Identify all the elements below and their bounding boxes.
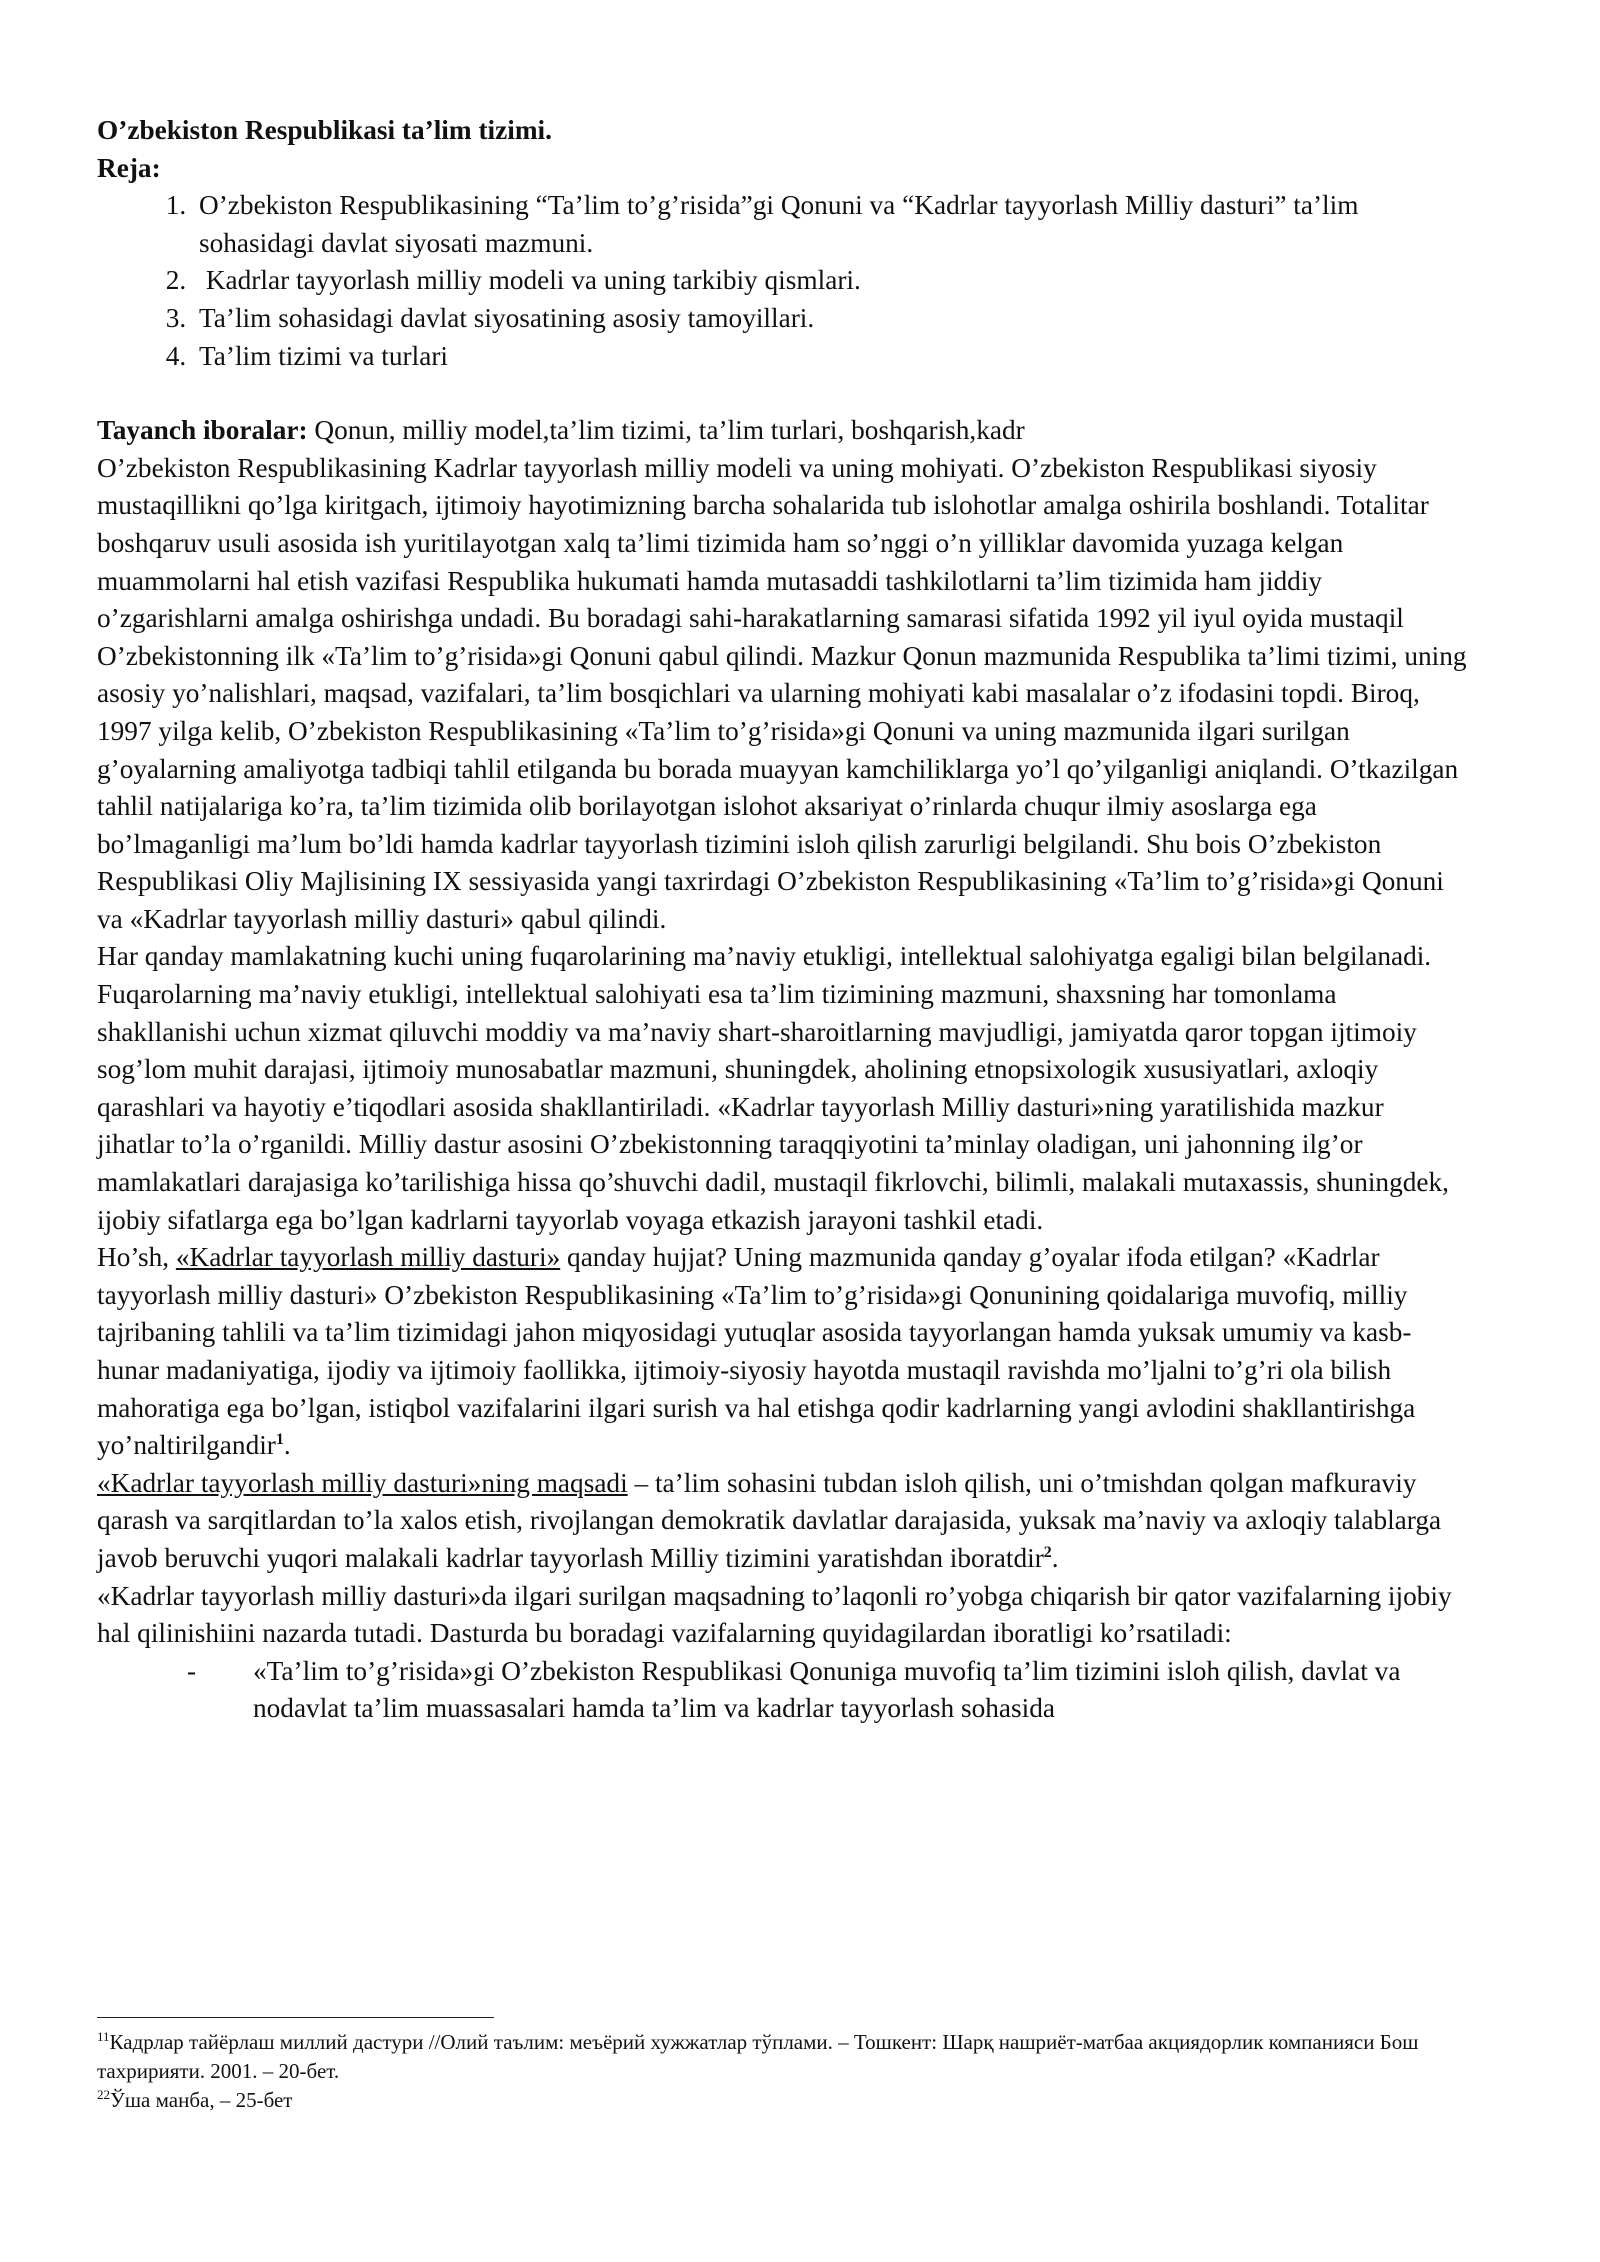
paragraph — [97, 1465, 1467, 1578]
paragraph-lead: Ho’sh, — [97, 1242, 176, 1273]
footnote — [97, 2028, 1497, 2086]
plan-list — [97, 187, 1467, 375]
footnotes — [97, 2017, 1497, 2115]
plan-item: 3. Ta’lim sohasidagi davlat siyosatining asosiy tamoyillari. — [193, 300, 1467, 338]
footnote-text: Кадрлар тайёрлаш миллий дастури //Олий таълим: меъёрий хужжатлар тўплами. – Тошкент: Шарқ нашриёт-матбаа акциядорлик компанияси Бош тахририяти. 2001. – 20-бет. — [97, 2030, 1419, 2083]
plan-item: 1. O’zbekiston Respublikasining “Ta’lim to’g’risida”gi Qonuni va “Kadrlar tayyorlash Milliy dasturi” ta’lim sohasidagi davlat siyosati mazmuni. — [193, 187, 1467, 262]
document-title: O’zbekiston Respublikasi ta’lim tizimi. — [97, 115, 552, 145]
paragraph: «Kadrlar tayyorlash milliy dasturi»da ilgari surilgan maqsadning to’laqonli ro’yobga chiqarish bir qator vazifalarning ijobiy hal qilinishiini nazarda tutadi. Dasturda bu boradagi vazifalarning quyidagilardan iboratligi ko’rsatiladi: — [97, 1580, 1452, 1649]
footnote-ref[interactable]: 2 — [1043, 1543, 1052, 1561]
footnote — [97, 2086, 1497, 2115]
paragraph-end: . — [283, 1430, 291, 1461]
program-link[interactable]: «Kadrlar tayyorlash milliy dasturi» — [175, 1242, 561, 1273]
program-goal-link[interactable]: «Kadrlar tayyorlash milliy dasturi»ning maqsadi — [97, 1467, 628, 1498]
paragraph-text: – ta’lim sohasini tubdan isloh qilish, uni o’tmishdan qolgan mafkuraviy qarash va sarqitlardan to’la xalos etish, rivojlangan demokratik davlatlar darajasida, yuksak ma’naviy va axloqiy talablarga javob beruvchi yuqori malakali kadrlar tayyorlash Milliy tizimini yaratishdan iboratdir — [97, 1467, 1442, 1573]
footnote-ref[interactable]: 1 — [275, 1431, 284, 1449]
plan-item: 2. Kadrlar tayyorlash milliy modeli va uning tarkibiy qismlari. — [193, 262, 1467, 300]
footnote-mark: 11 — [97, 2029, 110, 2044]
paragraph-text: qanday hujjat? Uning mazmunida qanday g’oyalar ifoda etilgan? «Kadrlar tayyorlash milliy dasturi» O’zbekiston Respublikasining «Ta’lim to’g’risida»gi Qonunining qoidalariga muvofiq, milliy tajribaning tahlili va ta’lim tizimidagi jahon miqyosidagi yutuqlar asosida tayyorlangan hamda yuksak umumiy va kasb-hunar madaniyatiga, ijodiy va ijtimoiy faollikka, ijtimoiy-siyosiy hayotda mustaqil ravishda mo’ljalni to’g’ri ola bilish mahoratiga ega bo’lgan, istiqbol vazifalarini ilgari surish va hal etishga qodir kadrlarning yangi avlodini shakllantirishga yo’naltirilgandir — [97, 1242, 1416, 1461]
spacer — [97, 375, 1467, 412]
footnote-text: Ўша манба, – 25-бет — [110, 2088, 293, 2112]
document-body — [97, 112, 1467, 1728]
dash-bullet: - — [187, 1655, 197, 1686]
task-text: «Ta’lim to’g’risida»gi O’zbekiston Respublikasi Qonuniga muvofiq ta’lim tizimini isloh qilish, davlat va nodavlat ta’lim muassasalari hamda ta’lim va kadrlar tayyorlash sohasida — [253, 1655, 1401, 1724]
footnote-separator — [97, 2017, 494, 2018]
paragraph: Har qanday mamlakatning kuchi uning fuqarolarining ma’naviy etukligi, intellektual salohiyatga egaligi bilan belgilanadi. Fuqarolarning ma’naviy etukligi, intellektual salohiyati esa ta’lim tizimining mazmuni, shaxsning har tomonlama shakllanishi uchun xizmat qiluvchi moddiy va ma’naviy shart-sharoitlarning mavjudligi, jamiyatda qaror topgan ijtimoiy sog’lom muhit darajasi, ijtimoiy munosabatlar mazmuni, shuningdek, aholining etnopsixologik xususiyatlari, axloqiy qarashlari va hayotiy e’tiqodlari asosida shakllantiriladi. «Kadrlar tayyorlash Milliy dasturi»ning yaratilishida mazkur jihatlar to’la o’rganildi. Milliy dastur asosini O’zbekistonning taraqqiyotini ta’minlay oladigan, uni jahonning ilg’or mamlakatlari darajasiga ko’tarilishiga hissa qo’shuvchi dadil, mustaqil fikrlovchi, bilimli, malakali mutaxassis, shuningdek, ijobiy sifatlarga ega bo’lgan kadrlarni tayyorlab voyaga etkazish jarayoni tashkil etadi. — [97, 941, 1449, 1235]
task-item — [97, 1653, 1467, 1728]
keywords-text: Qonun, milliy model,ta’lim tizimi, ta’lim turlari, boshqarish,kadr — [307, 415, 1025, 446]
keywords-label: Tayanch iboralar: — [97, 415, 308, 446]
paragraph: O’zbekiston Respublikasining Kadrlar tayyorlash milliy modeli va uning mohiyati. O’zbekiston Respublikasi siyosiy mustaqillikni qo’lga kiritgach, ijtimoiy hayotimizning barcha sohalarida tub islohotlar amalga oshirila boshlandi. Totalitar boshqaruv usuli asosida ish yuritilayotgan xalq ta’limi tizimida ham so’nggi o’n yilliklar davomida yuzaga kelgan muammolarni hal etish vazifasi Respublika hukumati hamda mutasaddi tashkilotlarni ta’lim tizimida ham jiddiy o’zgarishlarni amalga oshirishga undadi. Bu boradagi sahi-harakatlarning samarasi sifatida 1992 yil iyul oyida mustaqil O’zbekistonning ilk «Ta’lim to’g’risida»gi Qonuni qabul qilindi. Mazkur Qonun mazmunida Respublika ta’limi tizimi, uning asosiy yo’nalishlari, maqsad, vazifalari, ta’lim bosqichlari va ularning mohiyati kabi masalalar o’z ifodasini topdi. Biroq, 1997 yilga kelib, O’zbekiston Respublikasining «Ta’lim to’g’risida»gi Qonuni va uning mazmunida ilgari surilgan g’oyalarning amaliyotga tadbiqi tahlil etilganda bu borada muayyan kamchiliklarga yo’l qo’yilganligi aniqlandi. O’tkazilgan tahlil natijalariga ko’ra, ta’lim tizimida olib borilayotgan islohot aksariyat o’rinlarda chuqur ilmiy asoslarga ega bo’lmaganligi ma’lum bo’ldi hamda kadrlar tayyorlash tizimini isloh qilish zarurligi belgilandi. Shu bois O’zbekiston Respublikasi Oliy Majlisining IX sessiyasida yangi taxrirdagi O’zbekiston Respublikasining «Ta’lim to’g’risida»gi Qonuni va «Kadrlar tayyorlash milliy dasturi» qabul qilindi. — [97, 452, 1467, 934]
plan-heading: Reja: — [97, 152, 161, 183]
paragraph — [97, 1239, 1467, 1465]
keywords-line — [97, 412, 1467, 450]
paragraph-end: . — [1051, 1542, 1059, 1573]
footnote-mark: 22 — [97, 2087, 110, 2102]
task-list — [97, 1653, 1467, 1728]
plan-item: 4. Ta’lim tizimi va turlari — [193, 338, 1467, 376]
